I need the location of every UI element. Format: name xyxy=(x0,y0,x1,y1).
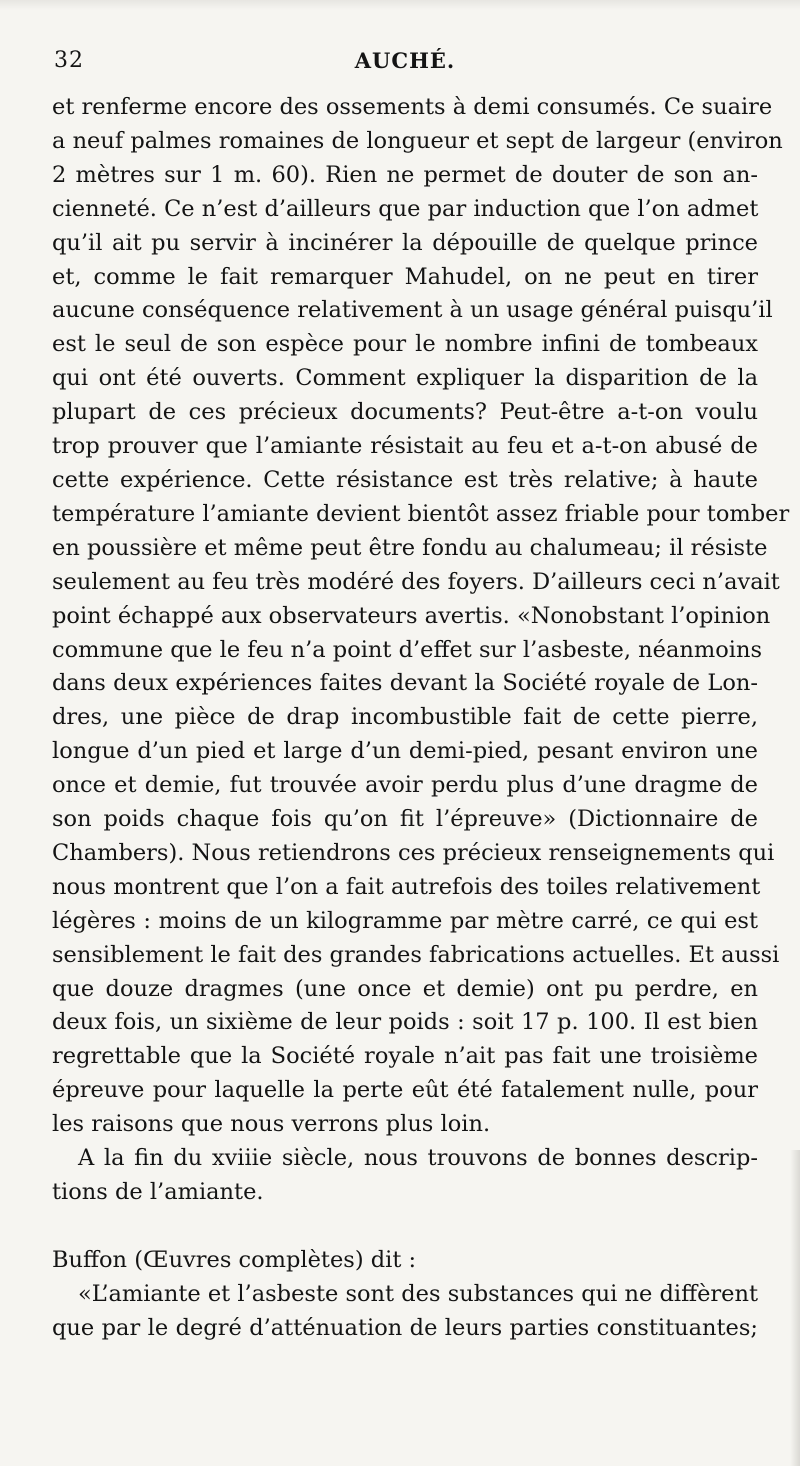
text-line: 2 mètres sur 1 m. 60). Rien ne permet de douter de son an- xyxy=(52,161,758,188)
text-line: a neuf palmes romaines de longueur et sept de largeur (environ xyxy=(52,127,783,154)
text-line: longue d’un pied et large d’un demi-pied, pesant environ une xyxy=(52,738,758,765)
page-edge-shadow xyxy=(0,0,800,10)
running-head: AUCHÉ. xyxy=(354,48,456,73)
text-line: A la fin du xviiie siècle, nous trouvons de bonnes descrip- xyxy=(78,1145,758,1172)
text-line: température l’amiante devient bientôt assez friable pour tomber xyxy=(52,500,790,527)
text-line: aucune conséquence relativement à un usage général puisqu’il xyxy=(52,297,773,324)
text-line: que par le degré d’atténuation de leurs parties constituantes; xyxy=(52,1314,758,1341)
text-line: tions de l’amiante. xyxy=(52,1179,264,1205)
text-line: épreuve pour laquelle la perte eût été fatalement nulle, pour xyxy=(52,1077,758,1104)
text-line: qui ont été ouverts. Comment expliquer la disparition de la xyxy=(52,365,758,392)
paragraph-3 xyxy=(52,1244,758,1278)
text-line: cette expérience. Cette résistance est très relative; à haute xyxy=(52,466,758,493)
text-line: Chambers). Nous retiendrons ces précieux renseignements qui xyxy=(52,839,775,866)
text-line: qu’il ait pu servir à incinérer la dépouille de quelque prince xyxy=(52,229,758,256)
text-line: dres, une pièce de drap incombustible fait de cette pierre, xyxy=(52,704,758,731)
text-line: en poussière et même peut être fondu au chalumeau; il résiste xyxy=(52,534,768,561)
text-line: Buffon (Œuvres complètes) dit : xyxy=(52,1246,417,1273)
page-edge-shadow xyxy=(790,1150,800,1466)
text-line: et renferme encore des ossements à demi consumés. Ce suaire xyxy=(52,94,773,120)
text-line: sensiblement le fait des grandes fabrications actuelles. Et aussi xyxy=(52,941,780,968)
text-line: les raisons que nous verrons plus loin. xyxy=(52,1111,491,1138)
text-line: nous montrent que l’on a fait autrefois des toiles relativement xyxy=(52,873,761,900)
text-line: once et demie, fut trouvée avoir perdu plus d’une dragme de xyxy=(52,772,758,799)
text-line: est le seul de son espèce pour le nombre infini de tombeaux xyxy=(52,331,758,358)
text-line: deux fois, un sixième de leur poids : soit 17 p. 100. Il est bien xyxy=(52,1009,758,1036)
text-line: légères : moins de un kilogramme par mètre carré, ce qui est xyxy=(52,907,758,934)
text-line: dans deux expériences faites devant la Société royale de Lon- xyxy=(52,670,758,697)
paragraph-1 xyxy=(52,91,790,1142)
text-line: que douze dragmes (une once et demie) ont pu perdre, en xyxy=(52,975,758,1002)
paragraph-gap xyxy=(52,1210,758,1244)
paragraph-4 xyxy=(52,1278,758,1346)
text-line: cienneté. Ce n’est d’ailleurs que par induction que l’on admet xyxy=(52,195,759,222)
paragraph-2 xyxy=(52,1142,758,1210)
text-line: plupart de ces précieux documents? Peut-être a-t-on voulu xyxy=(52,399,758,426)
text-line: «L’amiante et l’asbeste sont des substances qui ne diffèrent xyxy=(78,1280,758,1307)
text-line: trop prouver que l’amiante résistait au feu et a-t-on abusé de xyxy=(52,433,758,460)
text-line: point échappé aux observateurs avertis. «Nonobstant l’opinion xyxy=(52,602,771,629)
text-line: commune que le feu n’a point d’effet sur l’asbeste, néanmoins xyxy=(52,636,762,663)
page-header xyxy=(52,44,758,80)
text-line: et, comme le fait remarquer Mahudel, on ne peut en tirer xyxy=(52,263,758,290)
page-number: 32 xyxy=(54,48,84,73)
text-line: son poids chaque fois qu’on fit l’épreuve» (Dictionnaire de xyxy=(52,806,758,833)
text-line: regrettable que la Société royale n’ait pas fait une troisième xyxy=(52,1043,758,1070)
body-text xyxy=(52,91,790,1346)
text-line: seulement au feu très modéré des foyers. D’ailleurs ceci n’avait xyxy=(52,568,780,595)
